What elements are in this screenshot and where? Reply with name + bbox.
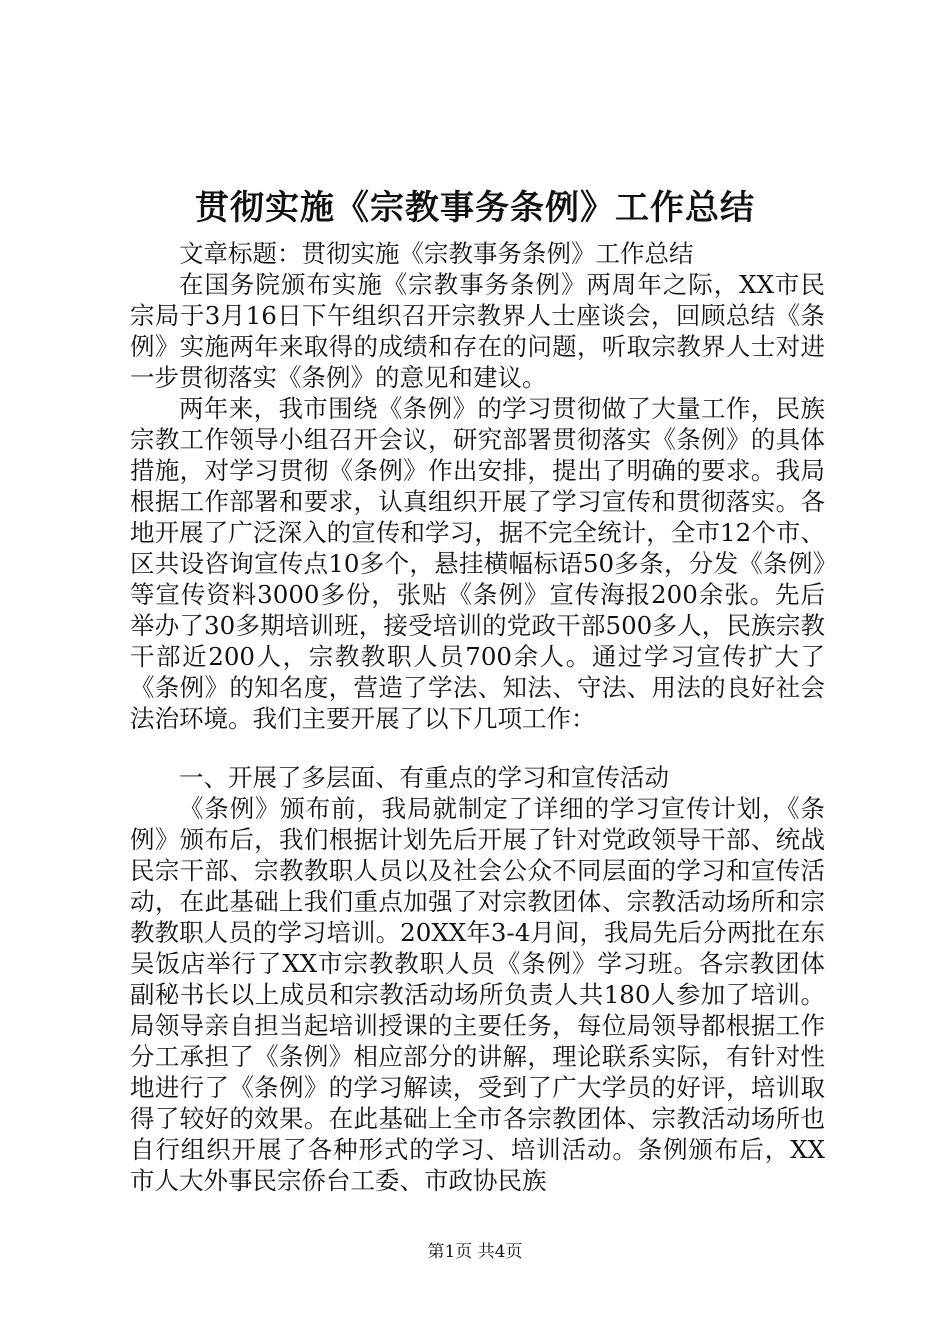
document-body	[130, 238, 825, 1196]
article-title-line: 文章标题：贯彻实施《宗教事务条例》工作总结	[179, 239, 694, 268]
paragraph-section-1: 《条例》颁布前，我局就制定了详细的学习宣传计划，《条例》颁布后，我们根据计划先后开展了针对党政领导干部、统战民宗干部、宗教教职人员以及社会公众不同层面的学习和宣传活动，在此基础上我们重点加强了对宗教团体、宗教活动场所和宗教教职人员的学习培训。20XX年3-4月间，我局先后分两批在东吴饭店举行了XX市宗教教职人员《条例》学习班。各宗教团体副秘书长以上成员和宗教活动场所负责人共180人参加了培训。局领导亲自担当起培训授课的主要任务，每位局领导都根据工作分工承担了《条例》相应部分的讲解，理论联系实际，有针对性地进行了《条例》的学习解读，受到了广大学员的好评，培训取得了较好的效果。在此基础上全市各宗教团体、宗教活动场所也自行组织开展了各种形式的学习、培训活动。条例颁布后，XX市人大外事民宗侨台工委、市政协民族	[130, 794, 825, 1195]
document-title: 贯彻实施《宗教事务条例》工作总结	[195, 188, 755, 228]
section-heading-1: 一、开展了多层面、有重点的学习和宣传活动	[179, 763, 669, 792]
paragraph-overview: 两年来，我市围绕《条例》的学习贯彻做了大量工作，民族宗教工作领导小组召开会议，研究部署贯彻落实《条例》的具体措施，对学习贯彻《条例》作出安排，提出了明确的要求。我局根据工作部署和要求，认真组织开展了学习宣传和贯彻落实。各地开展了广泛深入的宣传和学习，据不完全统计，全市12个市、区共设咨询宣传点10多个，悬挂横幅标语50多条，分发《条例》等宣传资料3000多份，张贴《条例》宣传海报200余张。先后举办了30多期培训班，接受培训的党政干部500多人，民族宗教干部近200人，宗教教职人员700余人。通过学习宣传扩大了《条例》的知名度，营造了学法、知法、守法、用法的良好社会法治环境。我们主要开展了以下几项工作：	[130, 394, 825, 733]
paragraph-intro: 在国务院颁布实施《宗教事务条例》两周年之际，XX市民宗局于3月16日下午组织召开宗教界人士座谈会，回顾总结《条例》实施两年来取得的成绩和存在的问题，听取宗教界人士对进一步贯彻落实《条例》的意见和建议。	[130, 270, 825, 392]
page-footer: 第1页 共4页	[427, 1242, 523, 1262]
